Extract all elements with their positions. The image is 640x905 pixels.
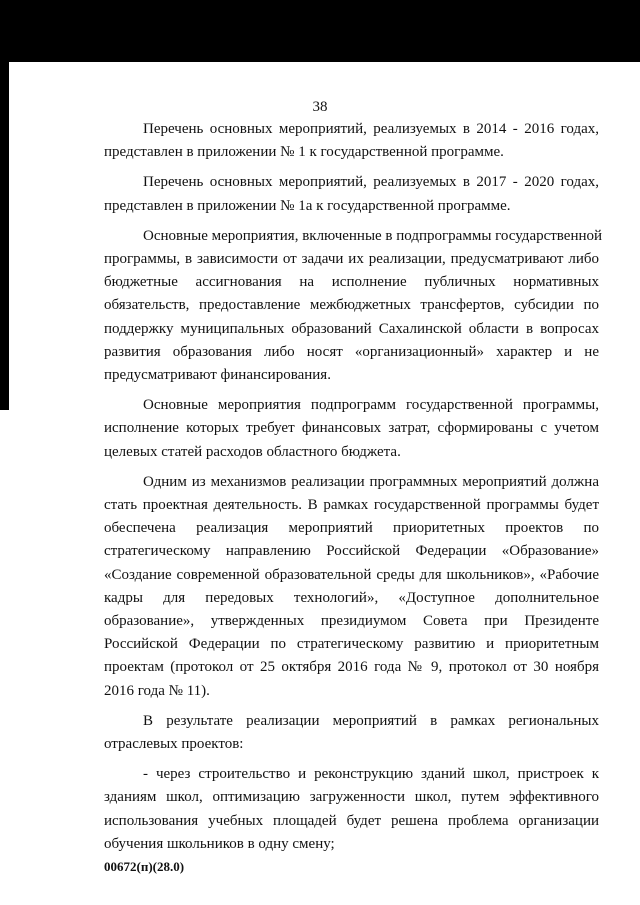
paragraph-3 xyxy=(104,225,603,387)
document-body xyxy=(104,118,603,856)
text-line: исполнение которых требует финансовых затрат, сформированы с учетом xyxy=(104,420,599,437)
text-line: представлен в приложении № 1а к государственной программе. xyxy=(104,197,511,214)
text-line: Одним из механизмов реализации программных мероприятий должна xyxy=(143,473,599,490)
text-line: стратегическому направлению Российской Федерации «Образование» xyxy=(104,543,599,560)
text-line: Основные мероприятия, включенные в подпрограммы государственной xyxy=(143,227,603,244)
text-line: целевых статей расходов областного бюджета. xyxy=(104,443,401,460)
paragraph-2 xyxy=(104,171,599,217)
scan-border-left xyxy=(0,0,9,410)
paragraph-1 xyxy=(104,118,599,164)
text-line: развития образования либо носят «организационный» характер и не xyxy=(104,343,599,360)
text-line: - через строительство и реконструкцию зданий школ, пристроек к xyxy=(143,766,599,783)
paragraph-5 xyxy=(104,471,599,703)
scan-border-top xyxy=(0,0,640,62)
text-line: обеспечена реализация мероприятий приоритетных проектов по xyxy=(104,520,599,537)
text-line: обязательств, предоставление межбюджетных трансфертов, субсидии по xyxy=(104,297,599,314)
text-line: представлен в приложении № 1 к государственной программе. xyxy=(104,144,504,161)
text-line: Перечень основных мероприятий, реализуемых в 2014 - 2016 годах, xyxy=(143,121,599,137)
text-line: стать проектная деятельность. В рамках государственной программы будет xyxy=(104,497,599,514)
text-line: Перечень основных мероприятий, реализуемых в 2017 - 2020 годах, xyxy=(143,174,599,191)
text-line: отраслевых проектов: xyxy=(104,736,244,753)
text-line: Российской Федерации по стратегическому развитию и приоритетным xyxy=(104,636,599,653)
text-line: проектам (протокол от 25 октября 2016 года № 9, протокол от 30 ноября xyxy=(104,659,599,676)
text-line: обучения школьников в одну смену; xyxy=(104,835,335,852)
text-line: зданиям школ, оптимизацию загруженности школ, путем эффективного xyxy=(104,789,599,806)
paragraph-4 xyxy=(104,394,599,464)
text-line: предусматривают финансирования. xyxy=(104,367,331,384)
paragraph-7 xyxy=(104,763,599,856)
document-code: 00672(п)(28.0) xyxy=(104,859,185,874)
text-line: В результате реализации мероприятий в рамках региональных xyxy=(143,712,599,729)
text-line: Основные мероприятия подпрограмм государственной программы, xyxy=(143,397,599,414)
text-line: 2016 года № 11). xyxy=(104,682,210,699)
text-line: программы, в зависимости от задачи их реализации, предусматривают либо xyxy=(104,251,599,268)
text-line: «Создание современной образовательной среды для школьников», «Рабочие xyxy=(104,566,599,583)
text-line: образование», утвержденных президиумом Совета при Президенте xyxy=(104,613,599,630)
text-line: бюджетные ассигнования на исполнение публичных нормативных xyxy=(104,274,599,291)
text-line: использования учебных площадей будет решена проблема организации xyxy=(104,812,599,829)
paragraph-6 xyxy=(104,710,599,756)
page-number: 38 xyxy=(312,99,328,115)
text-line: поддержку муниципальных образований Сахалинской области в вопросах xyxy=(104,320,599,337)
text-line: кадры для передовых технологий», «Доступное дополнительное xyxy=(104,589,599,606)
